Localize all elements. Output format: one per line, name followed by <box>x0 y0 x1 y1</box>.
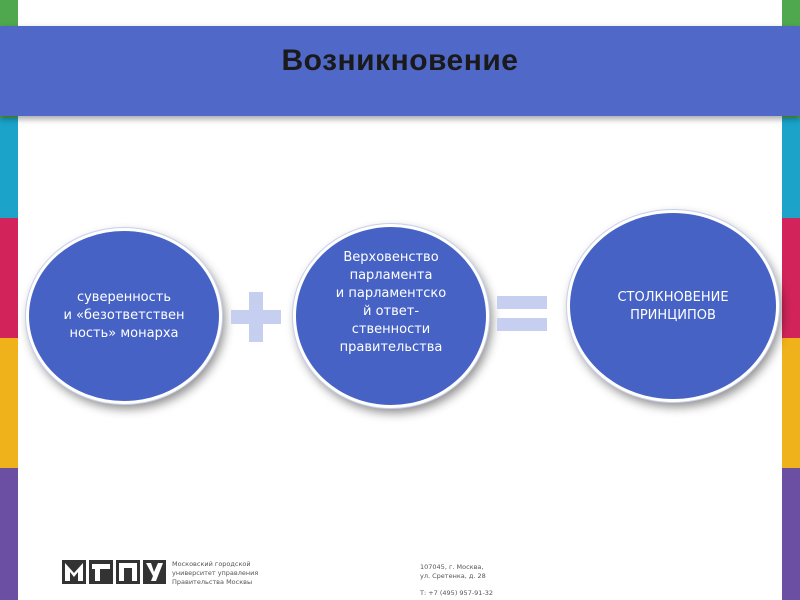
circle-sovereignty <box>26 228 222 404</box>
decor-stripe-purple <box>0 468 18 600</box>
plus-sign-icon-vertical <box>249 292 263 342</box>
circle-parliament-supremacy-text: Верховенство парламента и парламентско й ответ- ственности правительства <box>335 250 447 355</box>
decor-stripe-cyan <box>0 118 18 218</box>
decor-stripe-purple-right <box>782 468 800 600</box>
decor-stripe-yellow-right <box>782 338 800 468</box>
footer-address: 107045, г. Москва, ул. Сретенка, д. 28 <box>420 563 486 580</box>
circle-conflict-text: СТОЛКНОВЕНИЕ ПРИНЦИПОВ <box>617 290 729 323</box>
circle-conflict-of-principles <box>567 210 779 402</box>
mguu-logo-icon <box>62 560 166 589</box>
decor-stripe-cyan-right <box>782 118 800 218</box>
footer-phone: Т: +7 (495) 957-91-32 <box>420 589 494 597</box>
decor-stripe-red-right <box>782 218 800 338</box>
circle-parliament-supremacy <box>293 224 489 408</box>
slide-title: Возникновение <box>281 44 519 77</box>
footer-org-name: Московский городской университет управления Правительства Москвы <box>172 560 259 586</box>
decor-stripe-red <box>0 218 18 338</box>
decor-stripe-yellow <box>0 338 18 468</box>
circle-sovereignty-text: суверенность и «безответствен ность» монарха <box>63 290 185 341</box>
equals-sign-icon-bottom <box>497 318 547 331</box>
equals-sign-icon-top <box>497 296 547 309</box>
